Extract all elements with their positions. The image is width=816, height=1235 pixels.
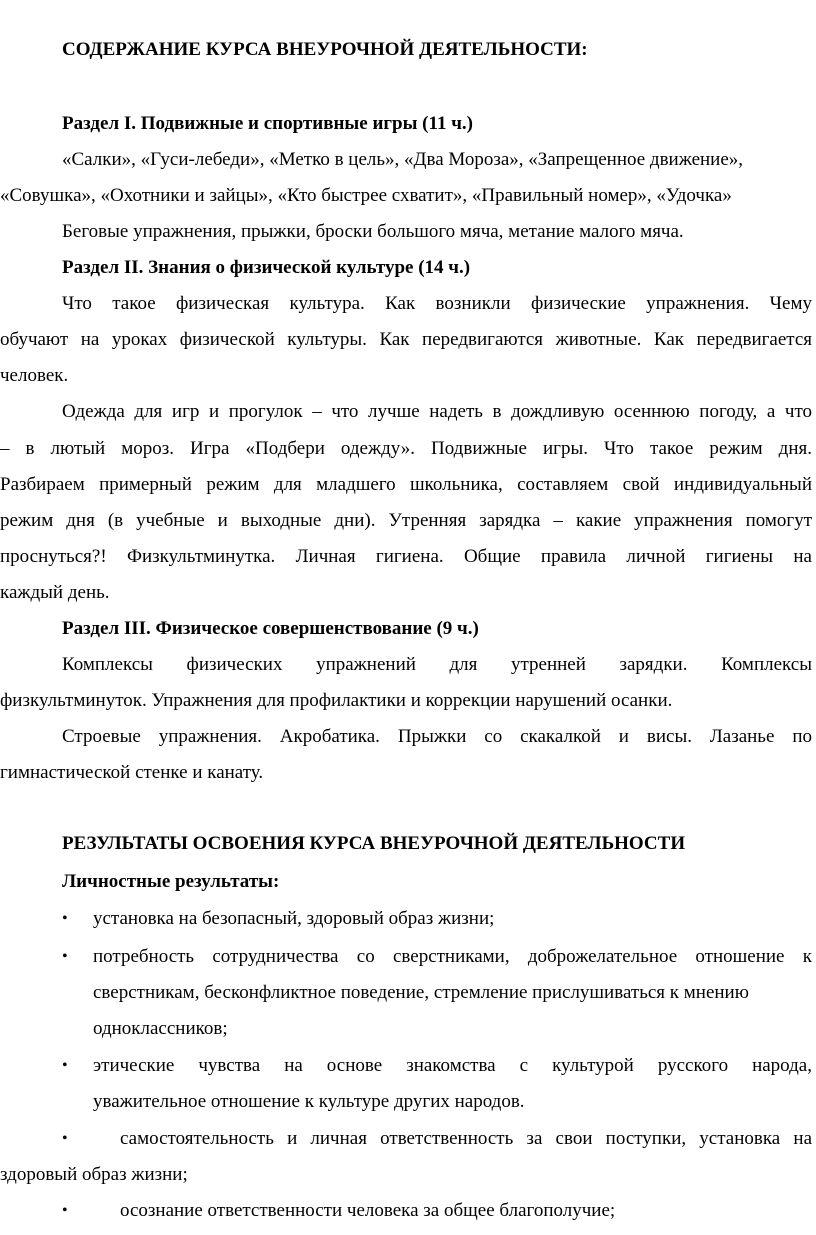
bullet-item-line: здоровый образ жизни; [0, 1164, 188, 1185]
section-3-title: Раздел III. Физическое совершенствование (9 ч.) [62, 618, 479, 639]
section-1-title: Раздел I. Подвижные и спортивные игры (11 ч.) [62, 113, 473, 134]
section-1-line: «Салки», «Гуси-лебеди», «Метко в цель», «Два Мороза», «Запрещенное движение», [62, 149, 744, 170]
heading-course-content: СОДЕРЖАНИЕ КУРСА ВНЕУРОЧНОЙ ДЕЯТЕЛЬНОСТИ: [62, 39, 588, 60]
section-3-line: Комплексы физических упражнений для утренней зарядки. Комплексы [62, 654, 812, 675]
bullet-item-line: этические чувства на основе знакомства с культурой русского народа, [93, 1055, 812, 1076]
bullet-item-line: установка на безопасный, здоровый образ жизни; [93, 908, 495, 929]
bullet-item-line: потребность сотрудничества со сверстниками, доброжелательное отношение к [93, 946, 812, 967]
bullet-item-line: осознание ответственности человека за общее благополучие; [120, 1200, 616, 1221]
section-2-line: Одежда для игр и прогулок – что лучше надеть в дождливую осеннюю погоду, а что [62, 401, 812, 422]
section-2-line: каждый день. [0, 582, 110, 603]
bullet-icon: • [62, 1202, 68, 1219]
bullet-item-line: уважительное отношение к культуре других народов. [93, 1091, 525, 1112]
section-2-line: человек. [0, 365, 69, 386]
bullet-icon: • [62, 910, 68, 927]
bullet-icon: • [62, 1130, 68, 1147]
personal-results-title: Личностные результаты: [62, 871, 280, 892]
section-2-line: проснуться?! Физкультминутка. Личная гигиена. Общие правила личной гигиены на [0, 546, 812, 567]
section-2-line: – в лютый мороз. Игра «Подбери одежду». Подвижные игры. Что такое режим дня. [0, 438, 812, 459]
bullet-icon: • [62, 948, 68, 965]
section-3-line: гимнастической стенке и канату. [0, 762, 264, 783]
bullet-item-line: одноклассников; [93, 1018, 228, 1039]
section-2-line: Что такое физическая культура. Как возникли физические упражнения. Чему [62, 293, 812, 314]
bullet-item-line: сверстникам, бесконфликтное поведение, стремление прислушиваться к мнению [93, 982, 749, 1003]
section-3-line: Строевые упражнения. Акробатика. Прыжки со скакалкой и висы. Лазанье по [62, 726, 812, 747]
heading-results: РЕЗУЛЬТАТЫ ОСВОЕНИЯ КУРСА ВНЕУРОЧНОЙ ДЕЯТЕЛЬНОСТИ [62, 833, 686, 854]
section-3-line: физкультминуток. Упражнения для профилактики и коррекции нарушений осанки. [0, 690, 673, 711]
section-1-line: «Совушка», «Охотники и зайцы», «Кто быстрее схватит», «Правильный номер», «Удочка» [0, 185, 732, 206]
bullet-item-line: самостоятельность и личная ответственность за свои поступки, установка на [120, 1128, 812, 1149]
section-2-line: режим дня (в учебные и выходные дни). Утренняя зарядка – какие упражнения помогут [0, 510, 812, 531]
section-2-line: обучают на уроках физической культуры. Как передвигаются животные. Как передвигается [0, 329, 812, 350]
bullet-icon: • [62, 1057, 68, 1074]
section-2-title: Раздел II. Знания о физической культуре (14 ч.) [62, 257, 471, 278]
section-2-line: Разбираем примерный режим для младшего школьника, составляем свой индивидуальный [0, 474, 812, 495]
section-1-line: Беговые упражнения, прыжки, броски большого мяча, метание малого мяча. [62, 221, 684, 242]
